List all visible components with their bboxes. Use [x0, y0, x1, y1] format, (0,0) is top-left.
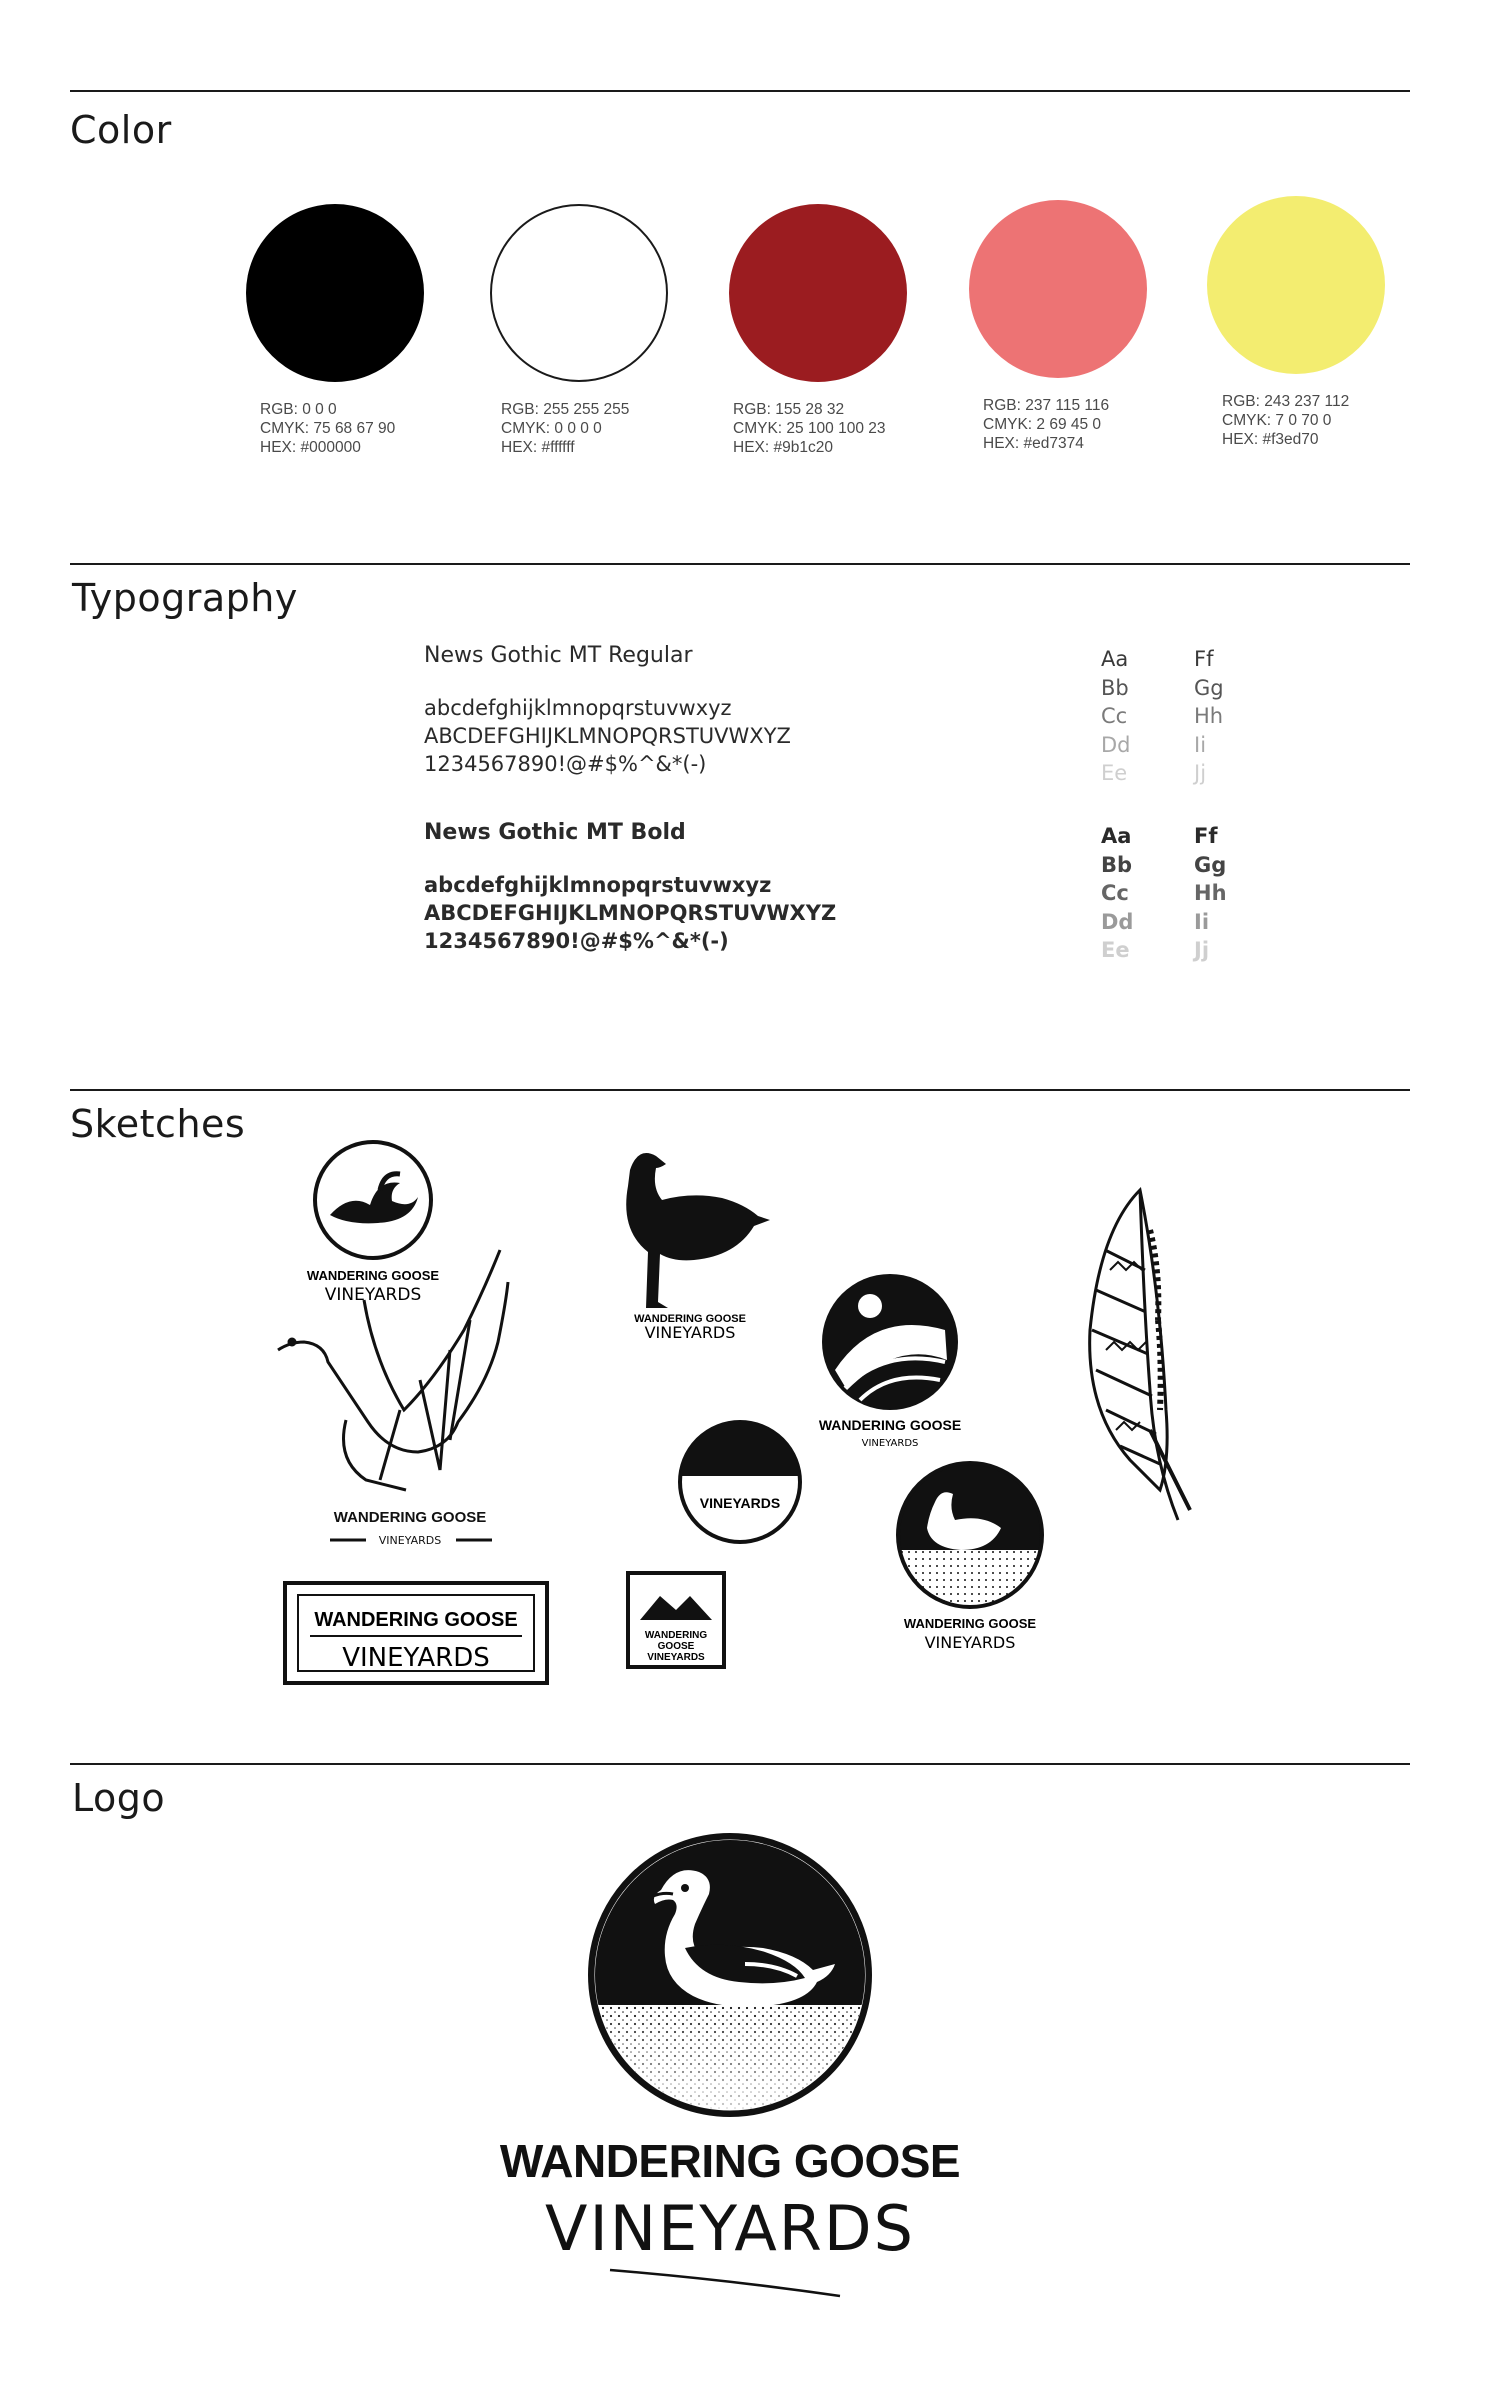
letter-pair: Ee [1101, 761, 1128, 785]
swatch-info-white [501, 400, 629, 457]
letter-pair: Cc [1101, 704, 1128, 728]
rgb-value: RGB: 0 0 0 [260, 401, 337, 418]
sketch-label: VINEYARDS [924, 1633, 1016, 1652]
hex-value: HEX: #9b1c20 [733, 439, 833, 456]
numbers-sample: 1234567890!@#$%^&*(-) [424, 752, 707, 776]
letter-pair: Gg [1194, 675, 1224, 700]
swatch-coral [969, 200, 1147, 378]
swatch-info-coral [983, 396, 1109, 453]
cmyk-value: CMYK: 7 0 70 0 [1222, 412, 1332, 429]
letter-pairs-bold-right [1194, 822, 1227, 965]
letter-pair: Ff [1194, 824, 1218, 848]
cmyk-value: CMYK: 2 69 45 0 [983, 416, 1102, 433]
letter-pair: Jj [1194, 761, 1207, 785]
font-name: News Gothic MT Regular [424, 643, 693, 668]
logo [0, 1830, 1500, 2310]
sketch-sign [285, 1583, 547, 1683]
cmyk-value: CMYK: 0 0 0 0 [501, 420, 602, 437]
swatch-dark-red [729, 204, 907, 382]
letter-pair: Jj [1194, 938, 1210, 962]
sketch-label: VINEYARDS [699, 1495, 781, 1511]
sketch-label: GOOSE [657, 1641, 695, 1652]
section-title-color: Color [70, 108, 172, 152]
numbers-sample: 1234567890!@#$%^&*(-) [424, 929, 729, 953]
rgb-value: RGB: 243 237 112 [1222, 393, 1350, 410]
lowercase-sample: abcdefghijklmnopqrstuvwxyz [424, 696, 732, 720]
sketch-badge-goose [307, 1142, 440, 1305]
logo-emblem [585, 1830, 875, 2120]
letter-pair: Ee [1101, 938, 1130, 962]
sketch-label: WANDERING GOOSE [314, 1609, 518, 1631]
letter-pair: Bb [1101, 852, 1133, 877]
sketch-label: WANDERING [644, 1630, 708, 1641]
hex-value: HEX: #ed7374 [983, 435, 1084, 452]
swatch-yellow [1207, 196, 1385, 374]
section-divider-logo [70, 1763, 1410, 1765]
swatch-white [490, 204, 668, 382]
section-title-sketches: Sketches [70, 1102, 246, 1146]
sketch-label: WANDERING GOOSE [818, 1417, 962, 1433]
rgb-value: RGB: 255 255 255 [501, 401, 630, 418]
swatch-info-black [260, 400, 395, 457]
sketch-vineyard-badge [819, 1274, 961, 1449]
letter-pairs-bold-left [1101, 822, 1133, 965]
sketch-small-circle [680, 1422, 800, 1542]
letter-pair: Aa [1101, 824, 1132, 848]
sketch-label: VINEYARDS [324, 1285, 422, 1305]
sketch-silhouette-goose [626, 1153, 770, 1342]
sketch-feather [1090, 1190, 1190, 1520]
section-title-typography: Typography [72, 576, 298, 620]
sketch-stamp [628, 1573, 724, 1667]
letter-pair: Cc [1101, 881, 1129, 905]
swatch-info-yellow [1222, 392, 1349, 449]
letter-pair: Ii [1194, 909, 1210, 934]
section-title-logo: Logo [72, 1776, 166, 1820]
font-name: News Gothic MT Bold [424, 820, 686, 845]
letter-pairs-regular-right [1194, 645, 1224, 788]
hex-value: HEX: #000000 [260, 439, 361, 456]
sketch-label: VINEYARDS [644, 1323, 736, 1342]
letter-pair: Bb [1101, 675, 1129, 700]
letter-pair: Ii [1194, 732, 1207, 757]
letter-pair: Gg [1194, 852, 1227, 877]
section-divider-sketches [70, 1089, 1410, 1091]
letter-pair: Hh [1194, 704, 1224, 728]
uppercase-sample: ABCDEFGHIJKLMNOPQRSTUVWXYZ [424, 901, 837, 925]
cmyk-value: CMYK: 25 100 100 23 [733, 420, 886, 437]
sketch-label: WANDERING GOOSE [333, 1509, 487, 1526]
letter-pair: Dd [1101, 732, 1131, 757]
hex-value: HEX: #f3ed70 [1222, 431, 1319, 448]
hex-value: HEX: #ffffff [501, 439, 575, 456]
letter-pairs-regular-left [1101, 645, 1131, 788]
sketch-label: VINEYARDS [378, 1534, 442, 1547]
cmyk-value: CMYK: 75 68 67 90 [260, 420, 396, 437]
rgb-value: RGB: 237 115 116 [983, 397, 1110, 414]
logo-wordmark-line1: WANDERING GOOSE [499, 2135, 961, 2187]
sketches-collage [270, 1130, 1260, 1690]
letter-pair: Hh [1194, 881, 1227, 905]
sketch-label: VINEYARDS [861, 1438, 919, 1449]
letter-pair: Dd [1101, 909, 1134, 934]
swatch-black [246, 204, 424, 382]
logo-wordmark-line2: VINEYARDS [545, 2192, 915, 2265]
font-specimen-bold [424, 820, 836, 955]
rgb-value: RGB: 155 28 32 [733, 401, 845, 418]
swatch-info-dark-red [733, 400, 886, 457]
sketch-label: VINEYARDS [342, 1643, 490, 1673]
sketch-label: WANDERING GOOSE [306, 1268, 440, 1283]
font-specimen-regular [424, 643, 791, 778]
letter-pair: Aa [1101, 647, 1129, 671]
sketch-label: WANDERING GOOSE [903, 1616, 1037, 1631]
letter-pair: Ff [1194, 647, 1214, 671]
logo-swash [600, 2260, 860, 2300]
sketch-label: WANDERING GOOSE [634, 1313, 746, 1325]
sketch-dotted-goose [898, 1463, 1042, 1652]
uppercase-sample: ABCDEFGHIJKLMNOPQRSTUVWXYZ [424, 724, 791, 748]
sketch-label: VINEYARDS [647, 1652, 705, 1663]
section-divider-color [70, 90, 1410, 92]
section-divider-typography [70, 563, 1410, 565]
lowercase-sample: abcdefghijklmnopqrstuvwxyz [424, 873, 772, 897]
